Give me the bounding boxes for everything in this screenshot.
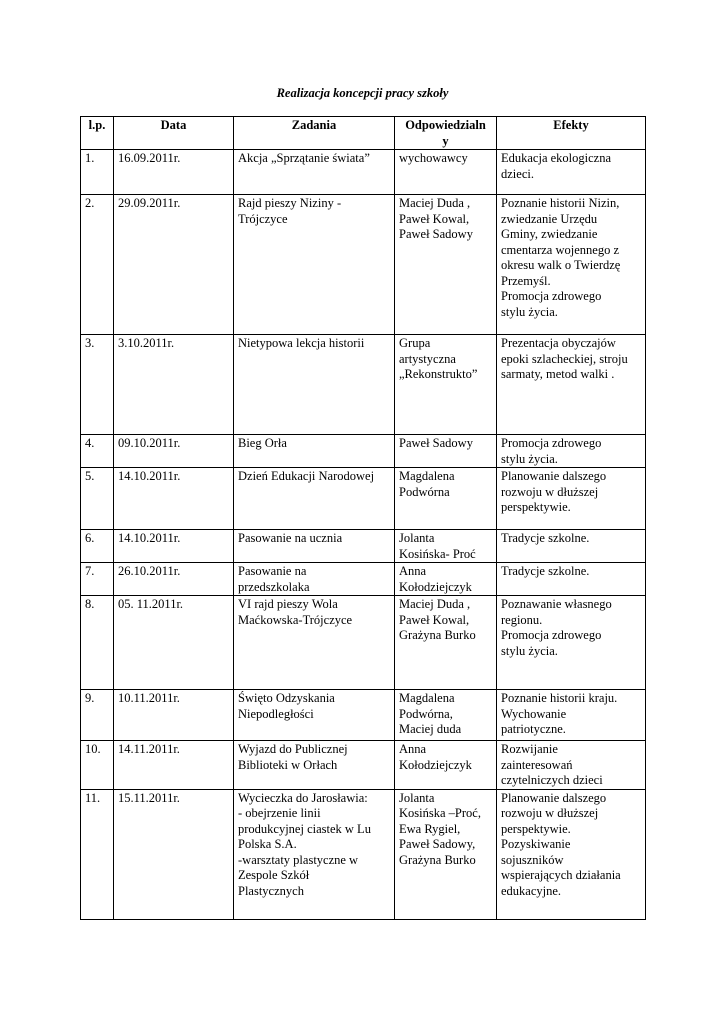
cell-efekty: Edukacja ekologiczna dzieci. xyxy=(497,150,646,195)
document-title: Realizacja koncepcji pracy szkoły xyxy=(276,86,449,100)
activities-table xyxy=(80,116,646,920)
cell-data: 14.11.2011r. xyxy=(114,741,234,790)
cell-data: 15.11.2011r. xyxy=(114,789,234,919)
cell-efekty: Rozwijanie zainteresowań czytelniczych dzieci xyxy=(497,741,646,790)
cell-data: 14.10.2011r. xyxy=(114,530,234,563)
cell-zadania: Pasowanie na przedszkolaka xyxy=(234,563,395,596)
cell-odpowiedzialny: Magdalena Podwórna xyxy=(395,468,497,530)
cell-zadania: Wycieczka do Jarosławia: - obejrzenie linii produkcyjnej ciastek w Lu Polska S.A. -warsztaty plastyczne w Zespole Szkół Plastycznych xyxy=(234,789,395,919)
cell-lp: 3. xyxy=(81,335,114,435)
cell-lp: 7. xyxy=(81,563,114,596)
cell-zadania: Wyjazd do Publicznej Biblioteki w Orłach xyxy=(234,741,395,790)
cell-zadania: Bieg Orła xyxy=(234,435,395,468)
cell-zadania: Akcja „Sprzątanie świata” xyxy=(234,150,395,195)
cell-zadania: Nietypowa lekcja historii xyxy=(234,335,395,435)
cell-lp: 1. xyxy=(81,150,114,195)
cell-odpowiedzialny: Jolanta Kosińska –Proć, Ewa Rygiel, Paweł Sadowy, Grażyna Burko xyxy=(395,789,497,919)
table-row xyxy=(81,335,646,435)
table-row xyxy=(81,596,646,690)
cell-zadania: Dzień Edukacji Narodowej xyxy=(234,468,395,530)
cell-data: 26.10.2011r. xyxy=(114,563,234,596)
header-zadania: Zadania xyxy=(234,117,395,150)
cell-efekty: Tradycje szkolne. xyxy=(497,530,646,563)
cell-efekty: Tradycje szkolne. xyxy=(497,563,646,596)
cell-odpowiedzialny: wychowawcy xyxy=(395,150,497,195)
cell-data: 14.10.2011r. xyxy=(114,468,234,530)
cell-lp: 10. xyxy=(81,741,114,790)
table-row xyxy=(81,435,646,468)
cell-efekty: Promocja zdrowego stylu życia. xyxy=(497,435,646,468)
cell-zadania: Święto Odzyskania Niepodległości xyxy=(234,690,395,741)
cell-zadania: VI rajd pieszy Wola Maćkowska-Trójczyce xyxy=(234,596,395,690)
cell-efekty: Poznanie historii Nizin, zwiedzanie Urzędu Gminy, zwiedzanie cmentarza wojennego z okresu walk o Twierdzę Przemyśl. Promocja zdrowego stylu życia. xyxy=(497,195,646,335)
header-lp: l.p. xyxy=(81,117,114,150)
header-data: Data xyxy=(114,117,234,150)
cell-lp: 9. xyxy=(81,690,114,741)
cell-odpowiedzialny: Grupa artystyczna „Rekonstrukto” xyxy=(395,335,497,435)
cell-data: 29.09.2011r. xyxy=(114,195,234,335)
table-header-row xyxy=(81,117,646,150)
cell-zadania: Rajd pieszy Niziny - Trójczyce xyxy=(234,195,395,335)
cell-odpowiedzialny: Jolanta Kosińska- Proć xyxy=(395,530,497,563)
cell-lp: 5. xyxy=(81,468,114,530)
header-odpowiedzialny: Odpowiedzialn y xyxy=(395,117,497,150)
cell-data: 3.10.2011r. xyxy=(114,335,234,435)
table-row xyxy=(81,789,646,919)
table-row xyxy=(81,530,646,563)
cell-odpowiedzialny: Maciej Duda , Paweł Kowal, Paweł Sadowy xyxy=(395,195,497,335)
cell-lp: 11. xyxy=(81,789,114,919)
cell-efekty: Poznawanie własnego regionu. Promocja zdrowego stylu życia. xyxy=(497,596,646,690)
cell-lp: 4. xyxy=(81,435,114,468)
cell-odpowiedzialny: Maciej Duda , Paweł Kowal, Grażyna Burko xyxy=(395,596,497,690)
table-row xyxy=(81,150,646,195)
cell-odpowiedzialny: Anna Kołodziejczyk xyxy=(395,563,497,596)
cell-odpowiedzialny: Magdalena Podwórna, Maciej duda xyxy=(395,690,497,741)
table-row xyxy=(81,195,646,335)
cell-lp: 6. xyxy=(81,530,114,563)
table-row xyxy=(81,468,646,530)
cell-efekty: Planowanie dalszego rozwoju w dłuższej perspektywie. Pozyskiwanie sojuszników wspierających działania edukacyjne. xyxy=(497,789,646,919)
cell-lp: 8. xyxy=(81,596,114,690)
cell-efekty: Prezentacja obyczajów epoki szlacheckiej, stroju sarmaty, metod walki . xyxy=(497,335,646,435)
cell-lp: 2. xyxy=(81,195,114,335)
header-efekty: Efekty xyxy=(497,117,646,150)
table-row xyxy=(81,563,646,596)
cell-odpowiedzialny: Paweł Sadowy xyxy=(395,435,497,468)
table-body xyxy=(81,150,646,920)
cell-zadania: Pasowanie na ucznia xyxy=(234,530,395,563)
cell-odpowiedzialny: Anna Kołodziejczyk xyxy=(395,741,497,790)
table-row xyxy=(81,741,646,790)
cell-efekty: Poznanie historii kraju. Wychowanie patriotyczne. xyxy=(497,690,646,741)
table-row xyxy=(81,690,646,741)
cell-data: 16.09.2011r. xyxy=(114,150,234,195)
cell-data: 10.11.2011r. xyxy=(114,690,234,741)
cell-data: 09.10.2011r. xyxy=(114,435,234,468)
cell-efekty: Planowanie dalszego rozwoju w dłuższej perspektywie. xyxy=(497,468,646,530)
cell-data: 05. 11.2011r. xyxy=(114,596,234,690)
